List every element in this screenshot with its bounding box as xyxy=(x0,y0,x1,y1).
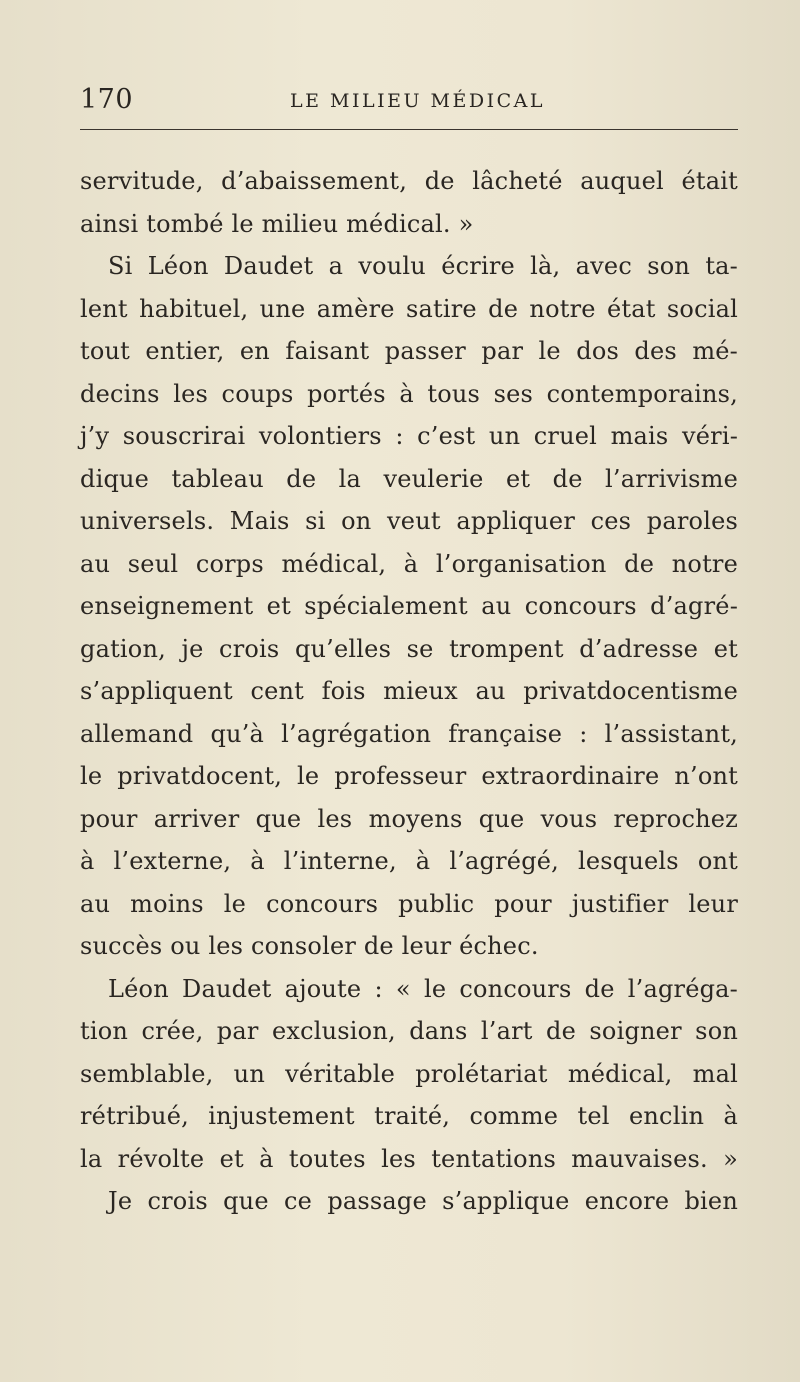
text-line: Si Léon Daudet a voulu écrire là, avec son ta- xyxy=(108,252,738,280)
text-line: semblable, un véritable prolétariat médical, mal xyxy=(80,1059,738,1088)
text-line: succès ou les consoler de leur échec. xyxy=(80,932,539,960)
text-line: servitude, d’abaissement, de lâcheté auquel était xyxy=(80,167,738,195)
text-line: ainsi tombé le milieu médical. » xyxy=(80,209,474,238)
text-line: s’appliquent cent fois mieux au privatdocentisme xyxy=(80,677,738,705)
text-line: lent habituel, une amère satire de notre état social xyxy=(80,294,738,323)
text-line: au seul corps médical, à l’organisation de notre xyxy=(80,549,738,578)
text-line: dique tableau de la veulerie et de l’arrivisme xyxy=(80,464,738,493)
text-line: Je crois que ce passage s’applique encore bien xyxy=(108,1187,738,1215)
body-text xyxy=(80,163,738,1226)
text-line: j’y souscrirai volontiers : c’est un cruel mais véri- xyxy=(80,422,738,450)
text-line: decins les coups portés à tous ses contemporains, xyxy=(80,379,738,408)
text-line: au moins le concours public pour justifier leur xyxy=(80,889,738,918)
text-line: rétribué, injustement traité, comme tel enclin à xyxy=(80,1102,738,1130)
text-line: allemand qu’à l’agrégation française : l’assistant, xyxy=(80,719,738,748)
page-header xyxy=(80,84,738,124)
text-line: pour arriver que les moyens que vous reprochez xyxy=(80,804,738,833)
running-title: LE MILIEU MÉDICAL xyxy=(290,90,545,112)
text-line: Léon Daudet ajoute : « le concours de l’agréga- xyxy=(108,974,738,1003)
header-rule xyxy=(80,129,738,130)
text-line: tout entier, en faisant passer par le dos des mé- xyxy=(80,337,738,365)
text-line: gation, je crois qu’elles se trompent d’adresse et xyxy=(80,634,738,663)
text-line: universels. Mais si on veut appliquer ces paroles xyxy=(80,507,738,535)
page-number: 170 xyxy=(80,84,134,115)
text-line: enseignement et spécialement au concours d’agré- xyxy=(80,592,738,620)
text-line: le privatdocent, le professeur extraordinaire n’ont xyxy=(80,762,738,790)
text-line: tion crée, par exclusion, dans l’art de soigner son xyxy=(80,1017,738,1045)
text-line: à l’externe, à l’interne, à l’agrégé, lesquels ont xyxy=(80,847,738,875)
text-line: la révolte et à toutes les tentations mauvaises. » xyxy=(80,1144,738,1173)
